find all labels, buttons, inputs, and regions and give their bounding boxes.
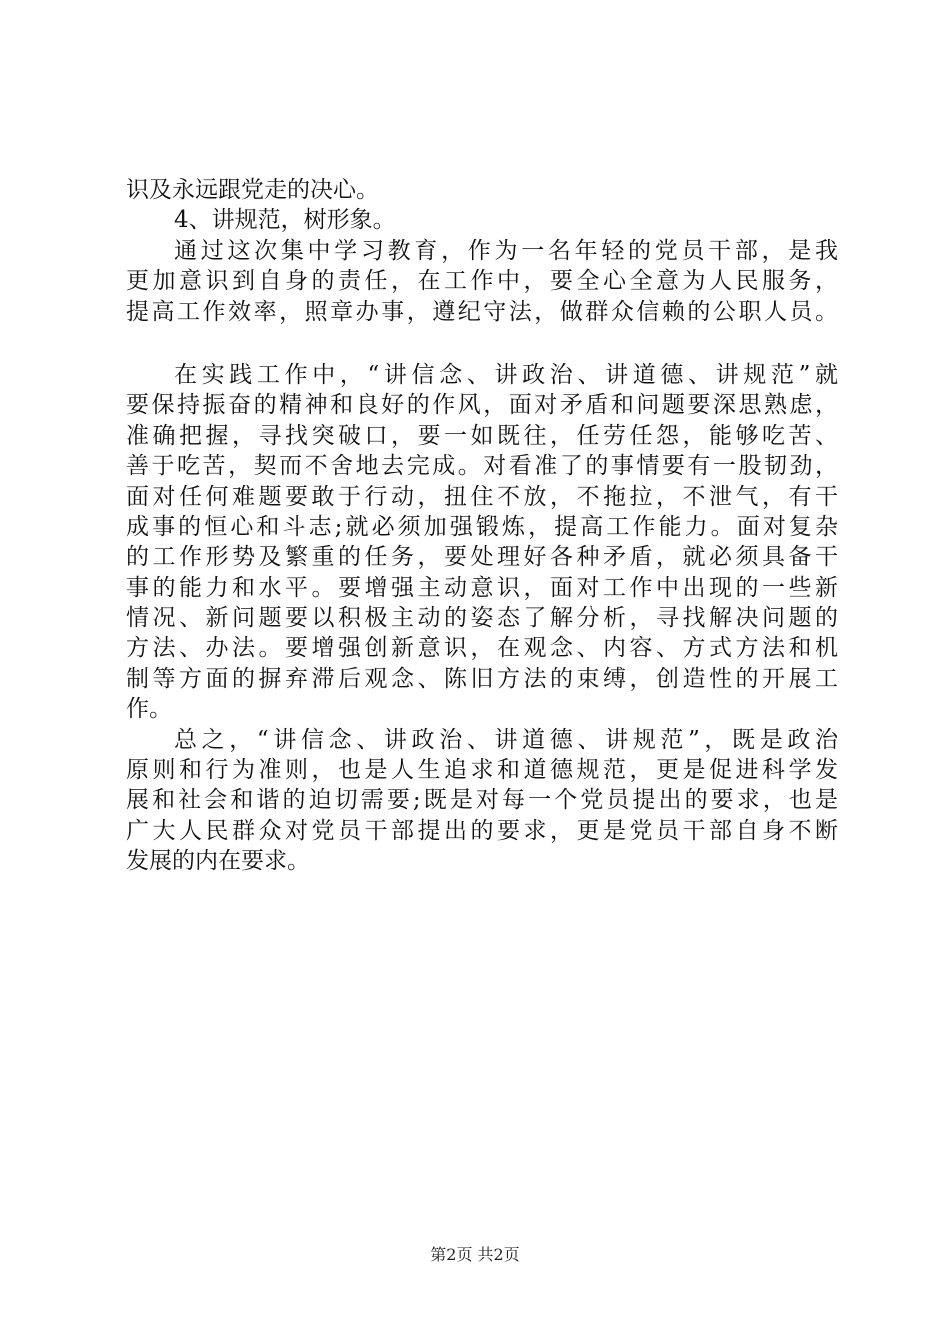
- text-line: 准确把握，寻找突破口，要一如既往，任劳任怨，能够吃苦、: [126, 422, 838, 449]
- text-line: 制等方面的摒弃滞后观念、陈旧方法的束缚，创造性的开展工: [126, 665, 838, 692]
- text-line: 在实践工作中，“讲信念、讲政治、讲道德、讲规范”就: [174, 361, 838, 388]
- page-footer: [0, 1242, 950, 1265]
- text-line: 成事的恒心和斗志;就必须加强锻炼，提高工作能力。面对复杂: [126, 513, 838, 540]
- text-line: 更加意识到自身的责任，在工作中，要全心全意为人民服务，: [126, 268, 838, 295]
- text-line: 总之，“讲信念、讲政治、讲道德、讲规范”，既是政治: [174, 726, 838, 753]
- text-line: 发展的内在要求。: [126, 848, 310, 875]
- paragraph-gap: [126, 327, 838, 360]
- text-line: 情况、新问题要以积极主动的姿态了解分析，寻找解决问题的: [126, 605, 838, 632]
- text-line: 原则和行为准则，也是人生追求和道德规范，更是促进科学发: [126, 757, 838, 784]
- text-line: 提高工作效率，照章办事，遵纪守法，做群众信赖的公职人员。: [126, 298, 838, 325]
- text-line: 展和社会和谐的迫切需要;既是对每一个党员提出的要求，也是: [126, 787, 838, 814]
- text-line: 作。: [126, 696, 172, 723]
- text-line: 的工作形势及繁重的任务，要处理好各种矛盾，就必须具备干: [126, 544, 838, 571]
- document-body: [126, 175, 838, 877]
- text-line: 识及永远跟党走的决心。: [126, 177, 379, 203]
- page-number-label: 第2页 共2页: [430, 1245, 520, 1264]
- paragraph-conclusion: [126, 725, 838, 877]
- paragraph-continuation: [126, 175, 838, 205]
- text-line: 广大人民群众对党员干部提出的要求，更是党员干部自身不断: [126, 817, 838, 844]
- text-line: 方法、办法。要增强创新意识，在观念、内容、方式方法和机: [126, 635, 838, 662]
- text-line: 通过这次集中学习教育，作为一名年轻的党员干部，是我: [174, 237, 838, 264]
- text-line: 要保持振奋的精神和良好的作风，面对矛盾和问题要深思熟虑，: [126, 392, 838, 419]
- section-heading-4: [126, 205, 838, 235]
- text-line: 4、讲规范，树形象。: [174, 207, 396, 234]
- paragraph-study: [126, 236, 838, 327]
- text-line: 事的能力和水平。要增强主动意识，面对工作中出现的一些新: [126, 574, 838, 601]
- text-line: 善于吃苦，契而不舍地去完成。对看准了的事情要有一股韧劲，: [126, 453, 838, 480]
- paragraph-practice: [126, 360, 838, 725]
- text-line: 面对任何难题要敢于行动，扭住不放，不拖拉，不泄气，有干: [126, 483, 838, 510]
